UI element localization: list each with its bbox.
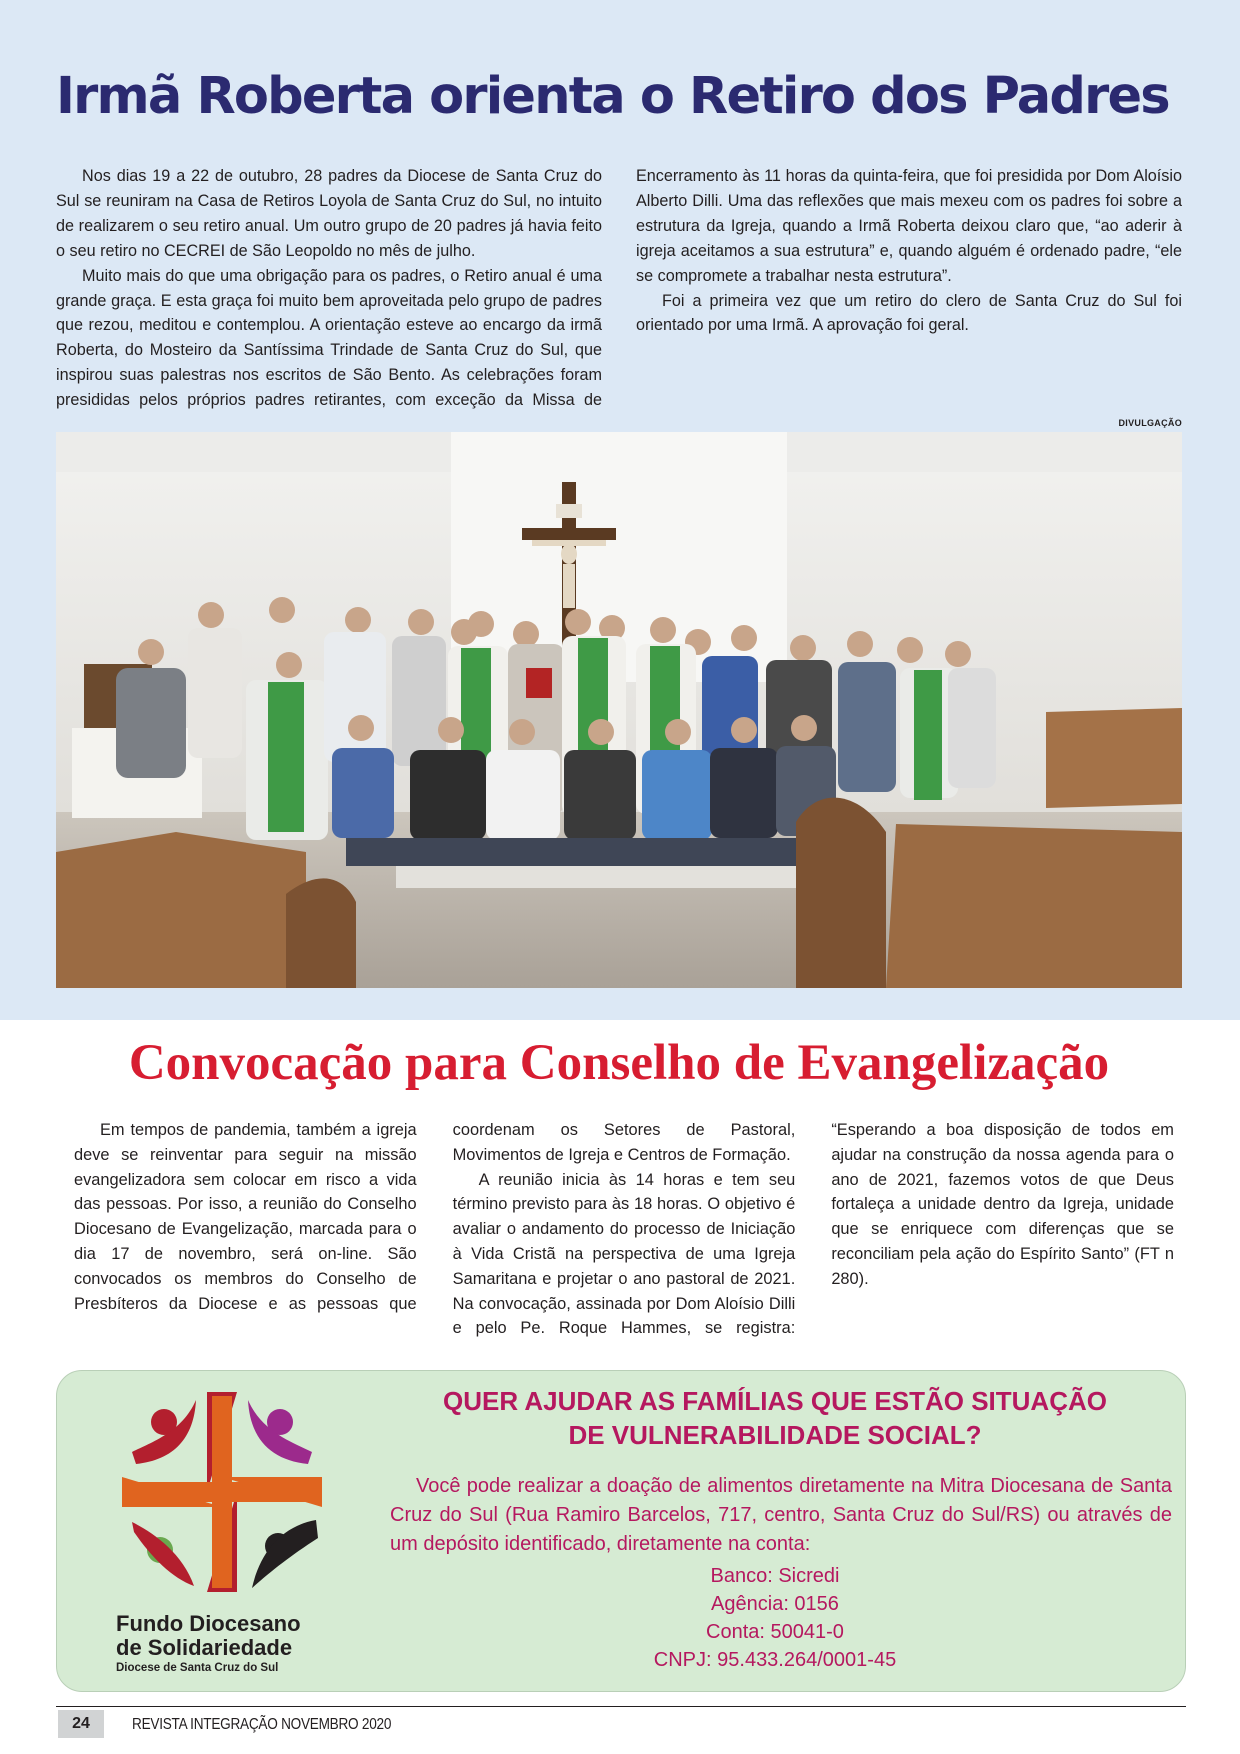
page-number: 24 (58, 1710, 104, 1738)
ad-body-text: Você pode realizar a doação de alimentos diretamente na Mitra Diocesana de Santa Cruz do Sul (Rua Ramiro Barcelos, 717, centro, Santa Cruz do Sul/RS) ou através de um depósito identificado, diretamente na conta: (390, 1475, 1172, 1555)
bank-account: Conta: 50041-0 (706, 1621, 844, 1643)
bank-name: Banco: Sicredi (710, 1565, 840, 1587)
logo-text-line1: Fundo Diocesano (116, 1611, 301, 1636)
article-body-retiro (56, 164, 1182, 422)
group-photo (56, 432, 1182, 988)
paragraph: Nos dias 19 a 22 de outubro, 28 padres da Diocese de Santa Cruz do Sul se reuniram na Casa de Retiros Loyola de Santa Cruz do Sul, no intuito de realizarem o seu retiro anual. Um outro grupo de 20 padres já havia feito o seu retiro no CECREI de São Leopoldo no mês de julho. (56, 167, 602, 260)
footer-divider (56, 1706, 1186, 1707)
fundo-diocesano-logo (112, 1382, 332, 1602)
article-title-retiro: Irmã Roberta orienta o Retiro dos Padres (56, 67, 1169, 126)
article-title-convocacao: Convocação para Conselho de Evangelização (128, 1035, 1110, 1091)
logo-text-line2: de Solidariedade (116, 1635, 293, 1660)
logo-text-line3: Diocese de Santa Cruz do Sul (116, 1662, 279, 1674)
paragraph: Em tempos de pandemia, também a igreja deve se reinventar para seguir na missão evangelizadora sem colocar em risco a vida das pessoas. Por isso, a reunião do Conselho Diocesano de Evangelização, marcada para o dia 17 de novembro, será on-line. São convocados os membros do Conselho de Presbíteros da Diocese e as pessoas que coordenam os Setores de Pastoral, Movimentos de Igreja e Centros de Formação. (74, 1121, 796, 1313)
photo-credit: DIVULGAÇÃO (1118, 418, 1182, 428)
paragraph: Muito mais do que uma obrigação para os padres, o Retiro anual é uma grande graça. E esta graça foi muito bem aproveitada pelo grupo de padres que rezou, meditou e contemplou. A orientação esteve ao encargo da irmã Roberta, do Mosteiro da Santíssima Trindade de Santa Cruz do Sul, que inspirou suas palestras nos escritos de São Bento. As celebrações foram presididas pelos próprios padres retirantes, com exceção da Missa de Encerramento às 11 horas da quinta-feira, que foi presidida por Dom Aloísio Alberto Dilli. Uma das reflexões que mais mexeu com os padres foi sobre a estrutura da Igreja, quando a Irmã Roberta deixou claro que, “ao aderir à igreja aceitamos a sua estrutura” e, quando alguém é ordenado padre, “ele se compromete a trabalhar nesta estrutura”. (56, 167, 1182, 410)
bank-agency: Agência: 0156 (711, 1593, 839, 1615)
ad-heading-line1: QUER AJUDAR AS FAMÍLIAS QUE ESTÃO SITUAÇÃO (442, 1386, 1107, 1416)
article-body-convocacao (74, 1118, 1174, 1350)
ad-heading-line2: DE VULNERABILIDADE SOCIAL? (568, 1420, 982, 1450)
magazine-name: REVISTA INTEGRAÇÃO NOVEMBRO 2020 (132, 1716, 392, 1733)
ad-heading (380, 1384, 1170, 1452)
cnpj: CNPJ: 95.433.264/0001-45 (653, 1649, 897, 1671)
paragraph: Foi a primeira vez que um retiro do clero de Santa Cruz do Sul foi orientado por uma Irmã. A aprovação foi geral. (636, 291, 1182, 335)
paragraph: A reunião inicia às 14 horas e tem seu término previsto para às 18 horas. O objetivo é avaliar o andamento do processo de Iniciação à Vida Cristã na perspectiva de uma Igreja Samaritana e projetar o ano pastoral de 2021. Na convocação, assinada por Dom Aloísio Dilli e pelo Pe. Roque Hammes, se registra: “Esperando a boa disposição de todos em ajudar na construção da nossa agenda para o ano de 2021, fazemos votos de que Deus fortaleça a unidade dentro da Igreja, unidade que se enriquece com diferenças que se reconciliam pela ação do Espírito Santo” (FT n 280). (452, 1121, 1174, 1338)
